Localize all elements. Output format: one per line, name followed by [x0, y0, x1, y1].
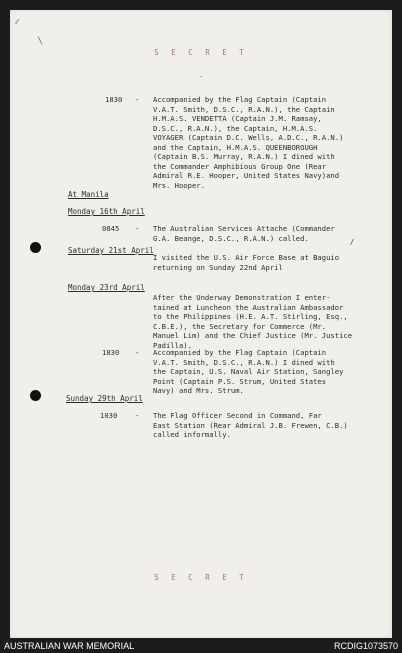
record-id: RCDIG1073570	[333, 641, 398, 651]
punch-hole	[30, 242, 41, 253]
entry-text: The Australian Services Attache (Commander G.A. Beange, D.S.C., R.A.N.) called.	[153, 224, 335, 243]
document-page	[10, 10, 392, 638]
entry-text: Accompanied by the Flag Captain (Captain V.A.T. Smith, D.S.C., R.A.N.) I dined with the Captain, U.S. Naval Air Station, Sangley Point (Captain P.S. Strum, United States Navy) and Mrs. Strum.	[153, 348, 344, 395]
corner-pencil-mark: ⁄⁄	[16, 18, 19, 26]
top-dash: -	[198, 72, 204, 81]
entry-text: Accompanied by the Flag Captain (Captain V.A.T. Smith, D.S.C., R.A.N.), the Captain H.M.A.S. VENDETTA (Captain J.M. Ramsay, D.S.C., R.A.N.), the Captain, H.M.A.S. VOYAGER (Captain D.C. Wells, A.D.C., R.A.N.) and the Captain, H.M.A.S. QUEENBOROUGH (Captain B.S. Murray, R.A.N.) I dined with the Commander Amphibious Group One (Rear Admiral R.E. Hooper, United States Navy)and Mrs. Hooper.	[153, 95, 344, 190]
entry-time: 1030	[100, 411, 118, 420]
date-heading: Sunday 29th April	[66, 394, 143, 403]
entry-text: After the Underway Demonstration I enter- tained at Luncheon the Australian Ambassador to the Philippines (H.E. A.T. Stirling, Esq., C.B.E.), the Secretary for Commerce (Mr. Manuel Lim) and the Chief Justice (Mr. Justice Padilla).	[153, 293, 353, 350]
classification-bottom: S E C R E T	[154, 573, 248, 582]
entry-text: The Flag Officer Second in Command, Far East Station (Rear Admiral J.B. Frewen, C.B.) called informally.	[153, 411, 348, 439]
date-heading: Monday 16th April	[68, 207, 145, 216]
entry-dash: -	[135, 348, 140, 357]
date-heading: Monday 23rd April	[68, 283, 145, 292]
pencil-tick: /	[350, 238, 355, 246]
entry-time: 1830	[105, 95, 123, 104]
punch-hole	[30, 390, 41, 401]
entry-dash: -	[135, 95, 140, 104]
classification-top: S E C R E T	[154, 48, 248, 57]
entry-dash: -	[135, 411, 140, 420]
archive-footer	[0, 638, 402, 653]
corner-pencil-mark: ╲	[38, 37, 43, 45]
entry-time: 1830	[102, 348, 120, 357]
entry-text: I visited the U.S. Air Force Base at Baguio returning on Sunday 22nd April	[153, 253, 340, 272]
entry-time: 0845	[102, 224, 120, 233]
entry-dash: -	[135, 224, 140, 233]
archive-name: AUSTRALIAN WAR MEMORIAL	[4, 641, 135, 651]
section-heading: At Manila	[68, 190, 109, 199]
date-heading: Saturday 21st April	[68, 246, 154, 255]
